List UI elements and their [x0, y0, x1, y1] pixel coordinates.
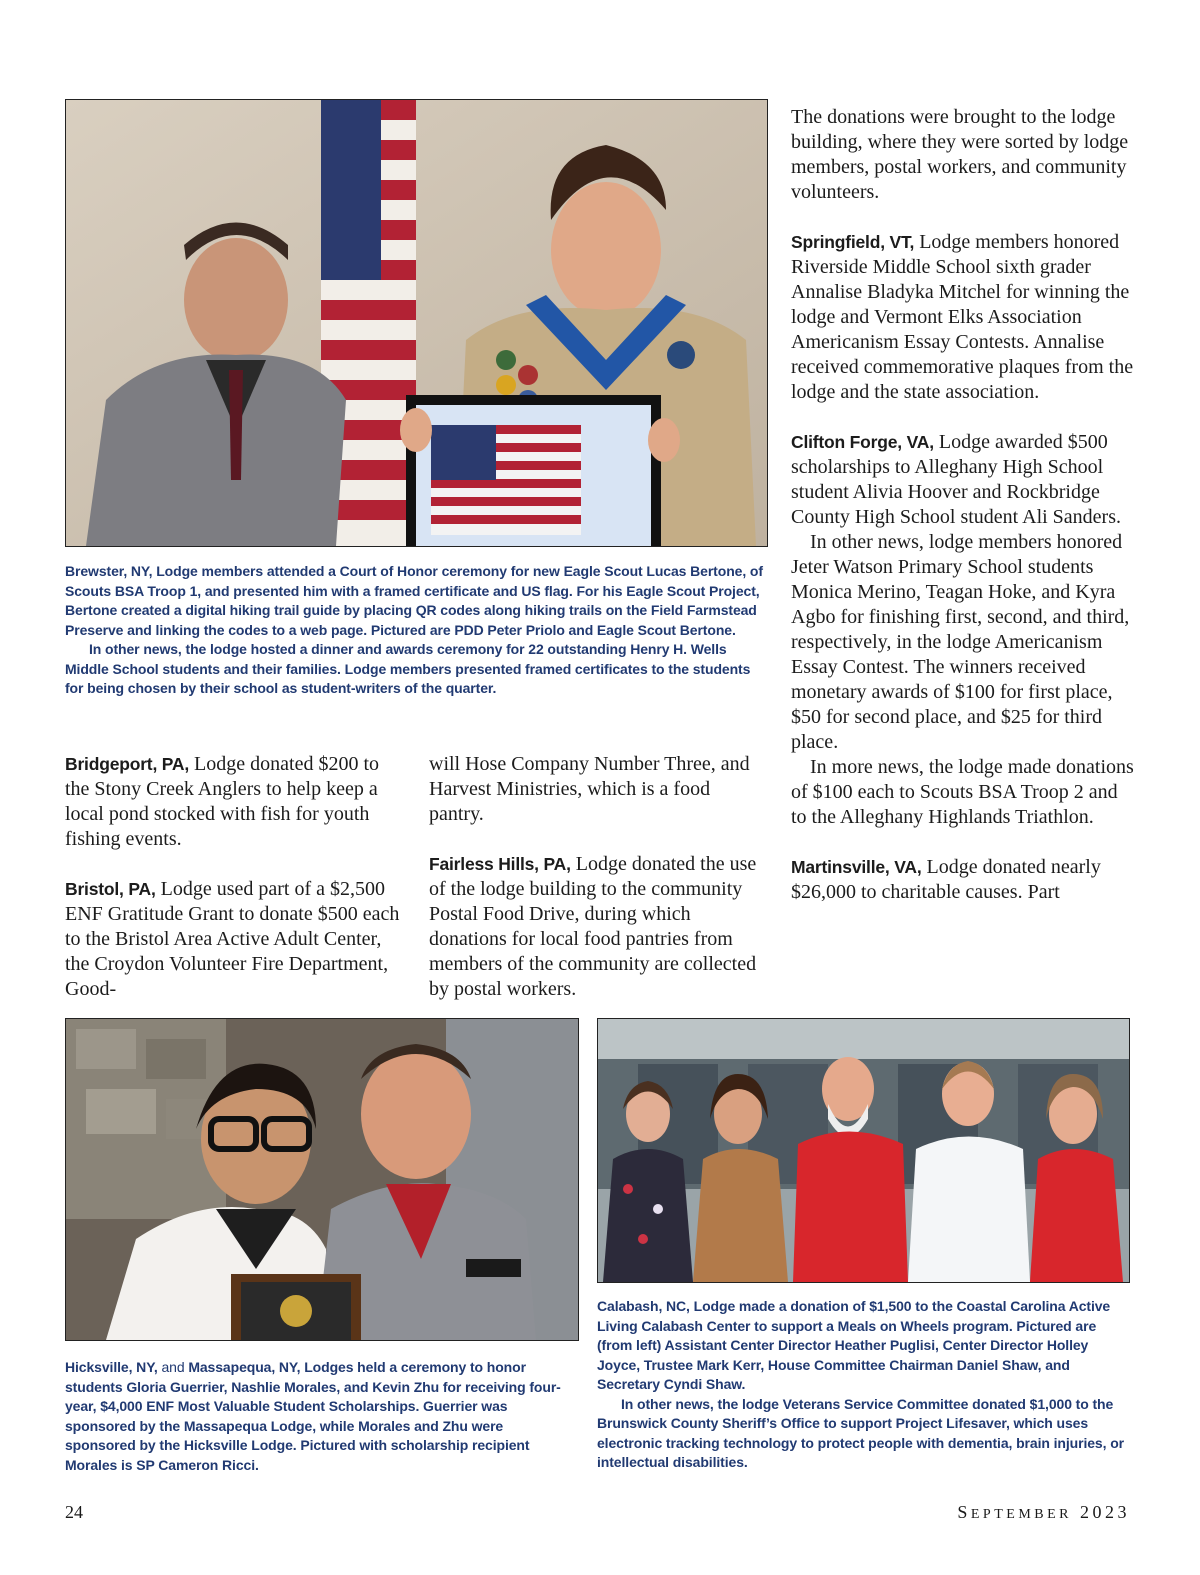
lodge-name-clifton-forge: Clifton Forge, VA,	[791, 432, 934, 452]
page-number: 24	[65, 1502, 83, 1522]
column-left: Bridgeport, PA, Lodge donated $200 to the Stony Creek Anglers to help keep a local pond stocked with fish for youth fishing events. Bristol, PA, Lodge used part of a $2,500 ENF Gratitude Grant to donate $500 each to the Bristol Area Active Adult Center, the Croydon Volunteer Fire Department, Good-	[65, 753, 400, 1000]
hicksville-caption: Hicksville, NY, and Massapequa, NY, Lodges held a ceremony to honor students Gloria Guerrier, Nashlie Morales, and Kevin Zhu for receiving four-year, $4,000 ENF Most Valuable Student Scholarships. Guerrier was sponsored by the Massapequa Lodge, while Morales and Zhu were sponsored by the Hicksville Lodge. Pictured with scholarship recipient Morales is SP Cameron Ricci.	[65, 1359, 561, 1473]
calabash-photo	[597, 1018, 1130, 1283]
lodge-name-martinsville: Martinsville, VA,	[791, 857, 922, 877]
brewster-caption: Brewster, NY, Lodge members attended a Court of Honor ceremony for new Eagle Scout Lucas Bertone, of Scouts BSA Troop 1, and presented him with a framed certificate and US flag. For his Eagle Scout Project, Bertone created a digital hiking trail guide by placing QR codes along hiking trails on the Field Farmstead Preserve and linking the codes to a web page. Pictured are PDD Peter Priolo and Eagle Scout Bertone. In other news, the lodge hosted a dinner and awards ceremony for 22 outstanding Henry H. Wells Middle School students and their families. Lodge members presented framed certificates to the students for being chosen by their school as student-writers of the quarter.	[65, 563, 763, 696]
caption-lead: Brewster, NY,	[65, 563, 153, 579]
lodge-name-bridgeport: Bridgeport, PA,	[65, 754, 190, 774]
calabash-caption: Calabash, NC, Lodge made a donation of $1,500 to the Coastal Carolina Active Living Calabash Center to support a Meals on Wheels program. Pictured are (from left) Assistant Center Director Heather Puglisi, Center Director Holley Joyce, Trustee Mark Kerr, House Committee Chairman Daniel Shaw, and Secretary Cyndi Shaw. In other news, the lodge Veterans Service Committee donated $1,000 to the Brunswick County Sheriff’s Office to support Project Lifesaver, which uses electronic tracking technology to protect people with dementia, brain injuries, or intellectual disabilities.	[597, 1298, 1124, 1470]
lodge-name-bristol: Bristol, PA,	[65, 879, 156, 899]
lodge-name-fairless-hills: Fairless Hills, PA,	[429, 854, 571, 874]
hicksville-photo	[65, 1018, 579, 1341]
column-right: The donations were brought to the lodge building, where they were sorted by lodge members, postal workers, and community volunteers. Springfield, VT, Lodge members honored Riverside Middle School sixth grader Annalise Bladyka Mitchel for winning the lodge and Vermont Elks Association Americanism Essay Contests. Annalise received commemorative plaques from the lodge and the state association. Clifton Forge, VA, Lodge awarded $500 scholarships to Alleghany High School student Alivia Hoover and Rockbridge County High School student Ali Sanders. In other news, lodge members honored Jeter Watson Primary School students Monica Merino, Teagan Hoke, and Kyra Agbo for finishing first, second, and third, respectively, in the lodge Americanism Essay Contest. The winners received monetary awards of $100 for first place, $50 for second place, and $25 for third place. In more news, the lodge made donations of $100 each to Scouts BSA Troop 2 and to the Alleghany Highlands Triathlon. Martinsville, VA, Lodge donated nearly $26,000 to charitable causes. Part	[791, 106, 1134, 903]
lodge-name-springfield: Springfield, VT,	[791, 232, 915, 252]
issue-date: SEPTEMBER 2023	[957, 1502, 1130, 1522]
column-middle: will Hose Company Number Three, and Harvest Ministries, which is a food pantry. Fairless Hills, PA, Lodge donated the use of the lodge building to the community Postal Food Drive, during which donations for local food pantries from members of the community are collected by postal workers.	[429, 753, 757, 1000]
brewster-photo	[65, 99, 768, 547]
